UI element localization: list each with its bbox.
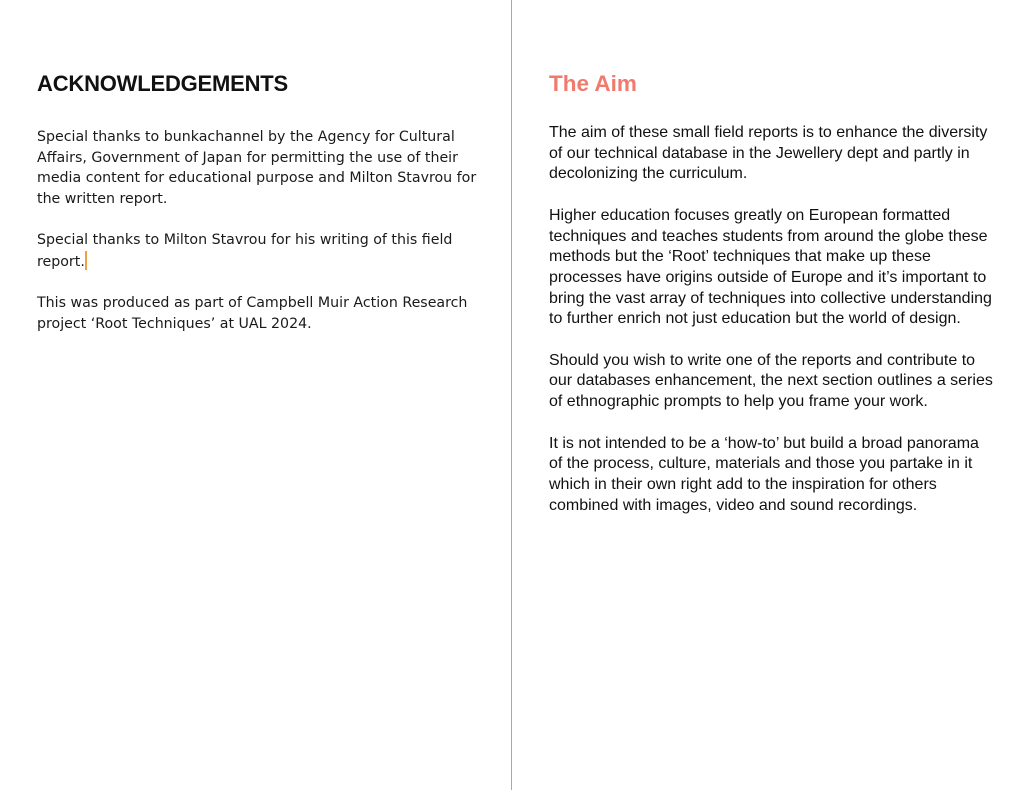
- acknowledgements-paragraph-1[interactable]: Special thanks to bunkachannel by the Agency for Cultural Affairs, Government of Japan for permitting the use of their media content for educational purpose and Milton Stavrou for the written report.: [37, 129, 477, 208]
- aim-paragraph-1[interactable]: The aim of these small field reports is to enhance the diversity of our technical database in the Jewellery dept and partly in decolonizing the curriculum.: [549, 124, 988, 183]
- aim-heading[interactable]: The Aim: [549, 71, 637, 96]
- aim-paragraph-3[interactable]: Should you wish to write one of the reports and contribute to our databases enhancement, the next section outlines a series of ethnographic prompts to help you frame your work.: [549, 351, 993, 411]
- acknowledgements-paragraph-2[interactable]: [37, 230, 481, 272]
- aim-body[interactable]: [549, 123, 996, 516]
- acknowledgements-paragraph-3[interactable]: This was produced as part of Campbell Muir Action Research project ‘Root Techniques’ at UAL 2024.: [37, 295, 468, 332]
- acknowledgements-paragraph-2-text[interactable]: Special thanks to Milton Stavrou for his writing of this field report.: [37, 232, 453, 271]
- aim-paragraph-2[interactable]: Higher education focuses greatly on European formatted techniques and teaches students from around the globe these methods but the ‘Root’ techniques that make up these processes have origins outside of Europe and it’s important to bring the vast array of techniques into collective understanding to further enrich not just education but the world of design.: [549, 206, 992, 328]
- acknowledgements-heading[interactable]: ACKNOWLEDGEMENTS: [37, 71, 289, 96]
- text-caret: [85, 251, 87, 270]
- right-page[interactable]: [512, 0, 1024, 790]
- aim-paragraph-4[interactable]: It is not intended to be a ‘how-to’ but build a broad panorama of the process, culture, materials and those you partake in it which in their own right add to the inspiration for others combined with images, video and sound recordings.: [549, 434, 979, 514]
- left-page[interactable]: [0, 0, 511, 790]
- acknowledgements-body[interactable]: [37, 127, 481, 335]
